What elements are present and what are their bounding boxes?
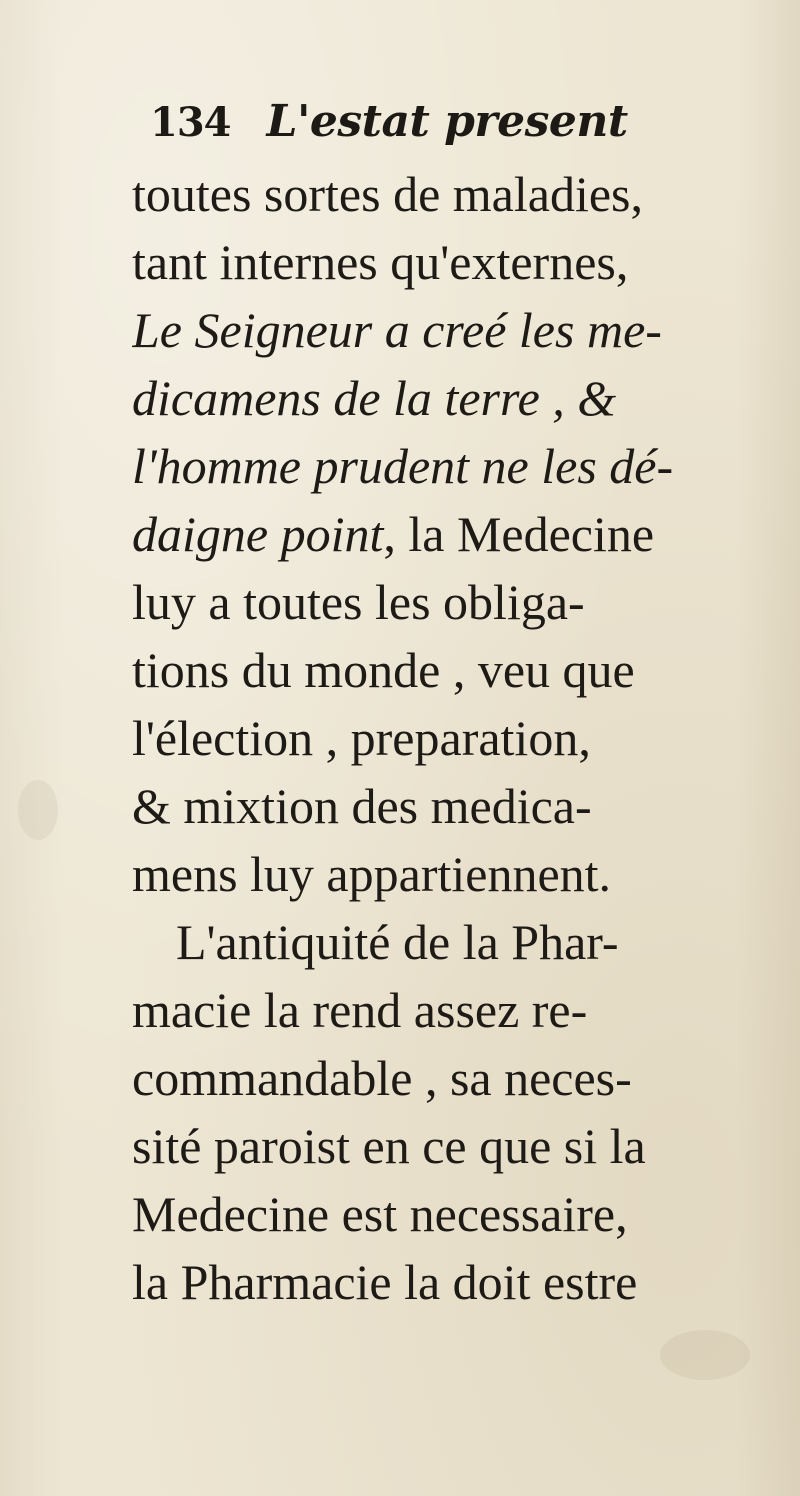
text-line — [132, 840, 772, 908]
text-line — [132, 772, 772, 840]
text-segment: L'antiquité de la Phar- — [176, 914, 619, 970]
text-segment: , la Medecine — [383, 506, 655, 562]
text-segment: tions du monde , veu que — [132, 642, 635, 698]
text-line — [132, 908, 772, 976]
text-segment: la Pharmacie la doit estre — [132, 1254, 638, 1310]
running-title: L'estat present — [266, 96, 628, 147]
text-segment: Medecine est necessaire, — [132, 1186, 628, 1242]
text-segment: sité paroist en ce que si la — [132, 1118, 646, 1174]
text-line — [132, 160, 772, 228]
text-line — [132, 432, 772, 500]
paper-stain — [18, 780, 58, 840]
paper-stain — [660, 1330, 750, 1380]
italic-text-segment: l'homme prudent ne les dé- — [132, 438, 674, 494]
page-number: 134 — [150, 99, 231, 146]
text-segment: macie la rend assez re- — [132, 982, 588, 1038]
italic-text-segment: daigne point — [132, 506, 384, 562]
italic-text-segment: Le Seigneur a creé les me- — [132, 302, 662, 358]
text-line — [132, 1180, 772, 1248]
text-line — [132, 1248, 772, 1316]
text-line — [132, 364, 772, 432]
text-segment: luy a toutes les obliga- — [132, 574, 585, 630]
text-line — [132, 704, 772, 772]
text-line — [132, 976, 772, 1044]
text-segment: l'élection , preparation, — [132, 710, 591, 766]
italic-text-segment: dicamens de la terre , & — [132, 370, 617, 426]
body-text — [132, 160, 772, 1316]
text-line — [132, 500, 772, 568]
text-segment: commandable , sa neces- — [132, 1050, 632, 1106]
page-header — [150, 96, 628, 156]
text-segment: toutes sortes de maladies, — [132, 166, 643, 222]
text-line — [132, 636, 772, 704]
text-segment: mens luy appartiennent. — [132, 846, 612, 902]
text-line — [132, 1112, 772, 1180]
text-line — [132, 1044, 772, 1112]
text-line — [132, 228, 772, 296]
text-segment: & mixtion des medica- — [132, 778, 592, 834]
text-line — [132, 296, 772, 364]
text-segment: tant internes qu'externes, — [132, 234, 629, 290]
text-line — [132, 568, 772, 636]
